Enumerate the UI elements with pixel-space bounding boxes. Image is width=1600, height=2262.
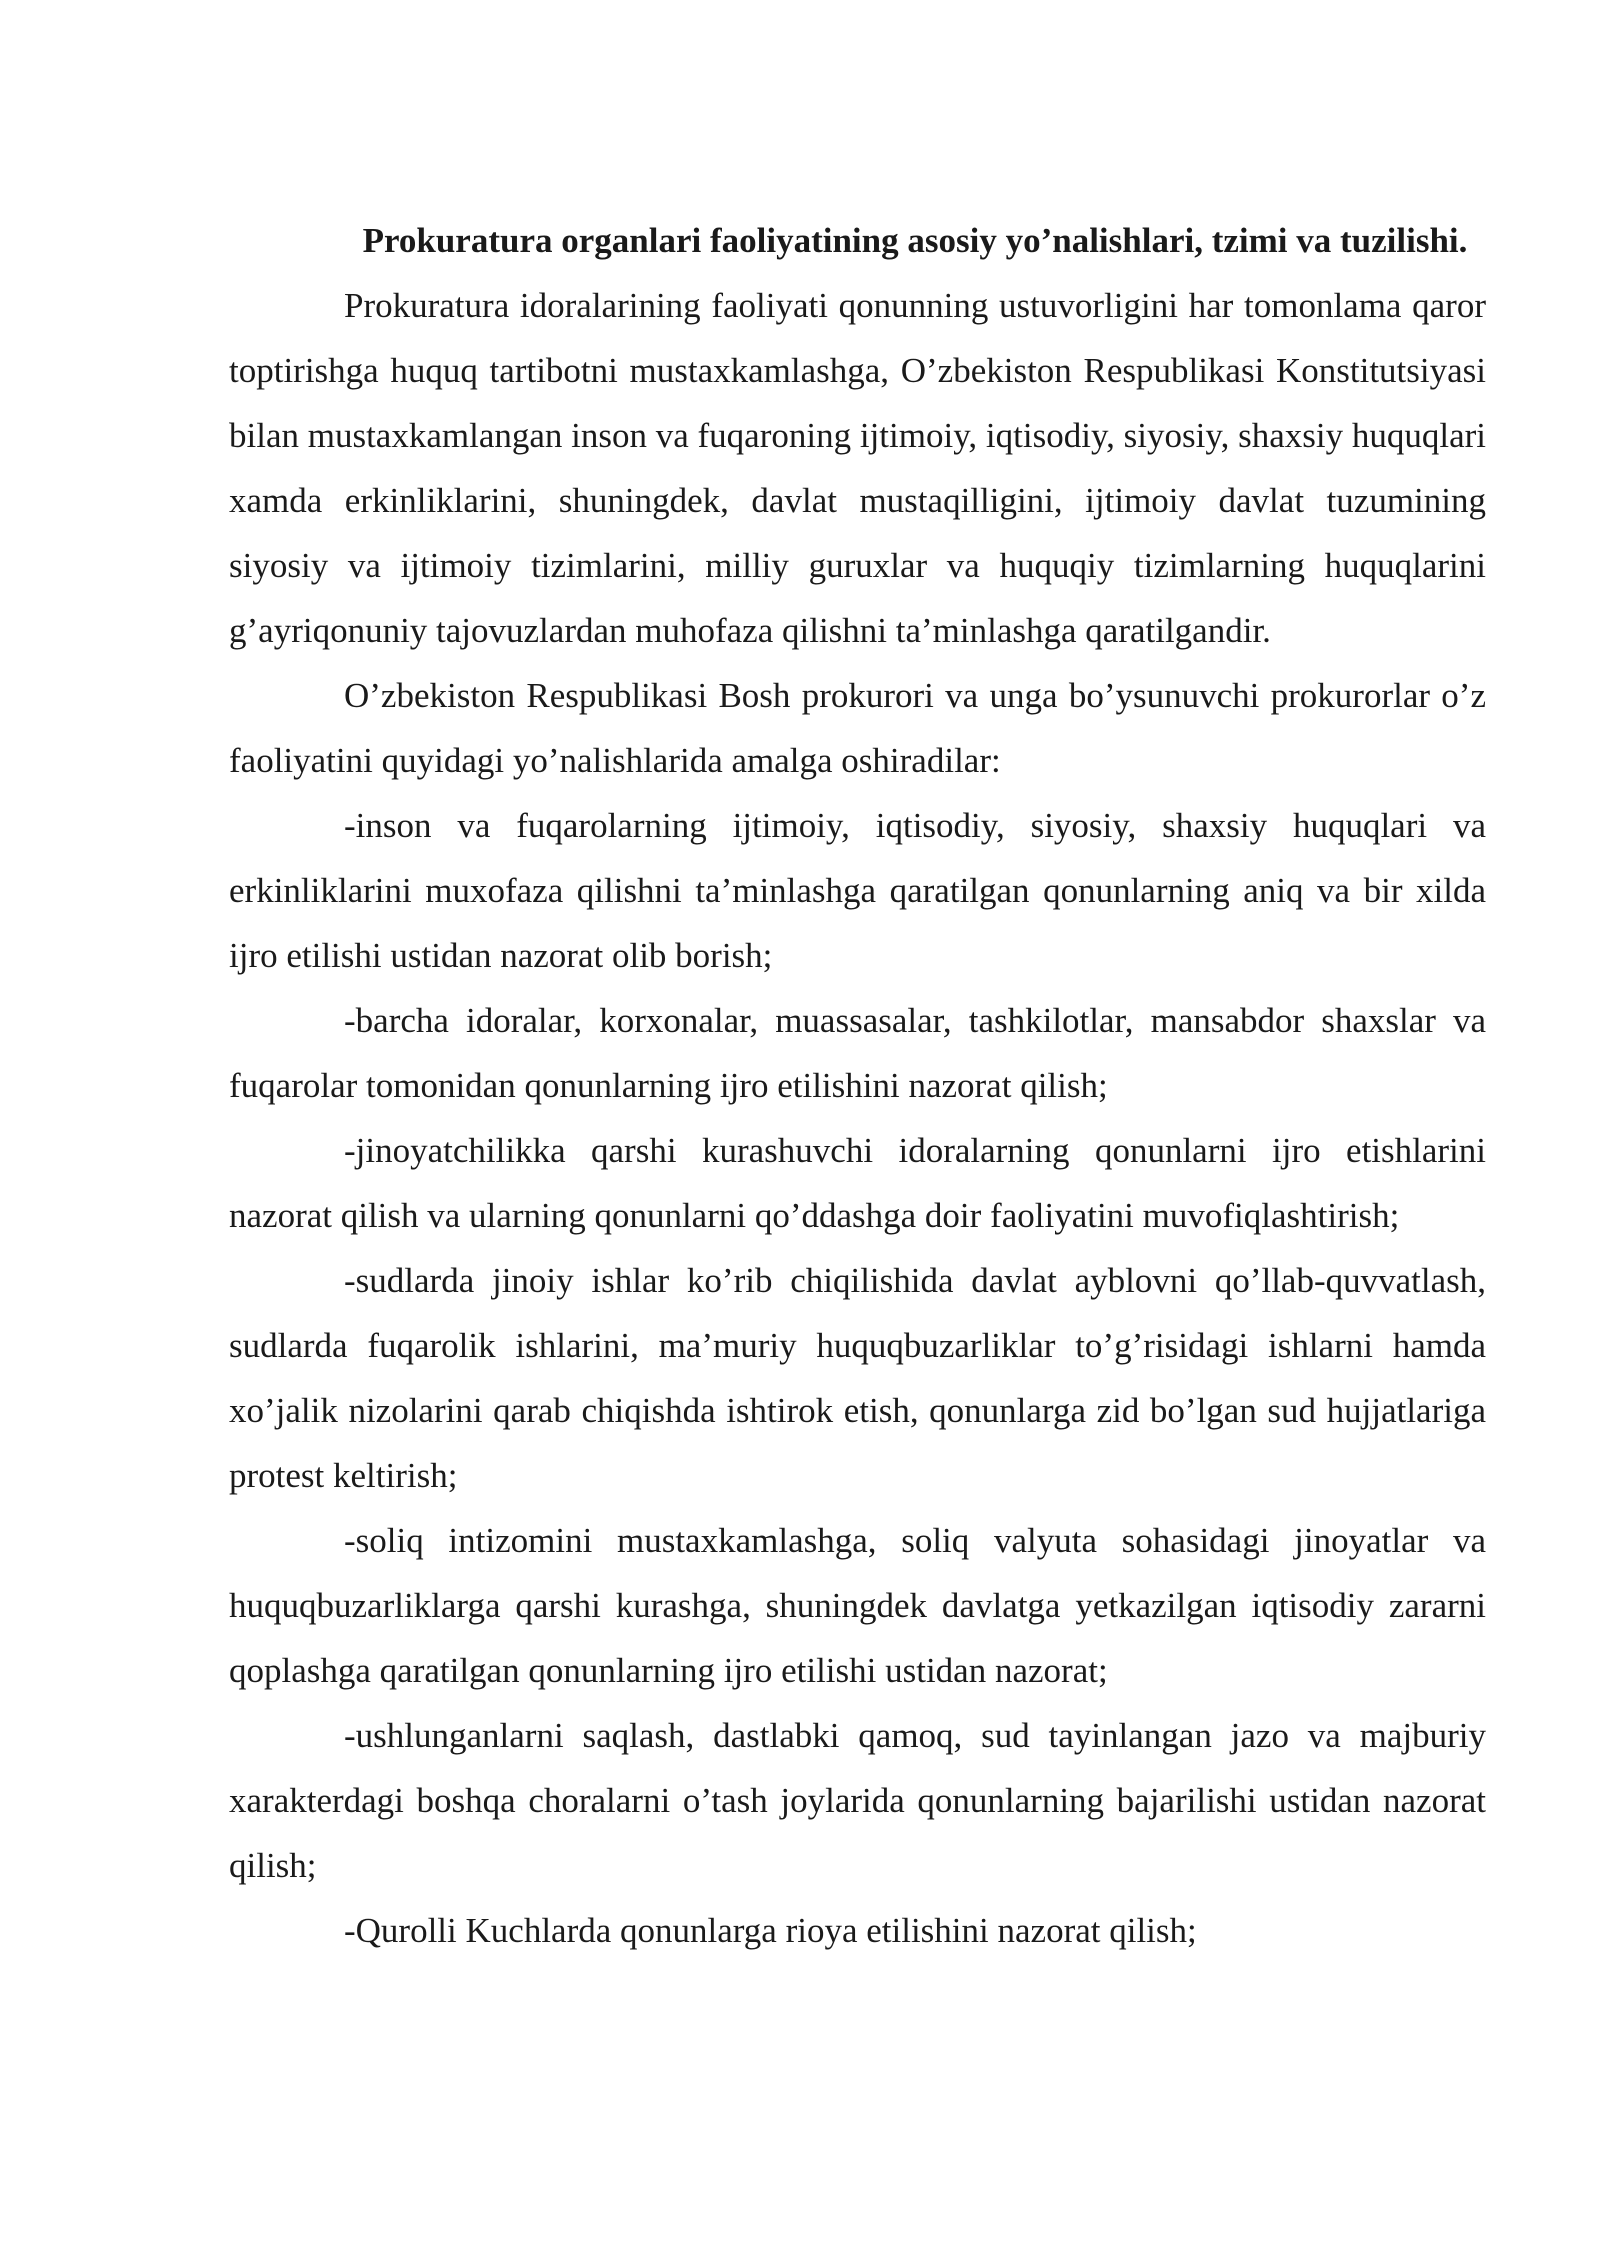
list-item-courts: -sudlarda jinoiy ishlar ko’rib chiqilishida davlat ayblovni qo’llab-quvvatlash, sudlarda fuqarolik ishlarini, ma’muriy huquqbuzarliklar to’g’risidagi ishlarni hamda xo’jalik nizolarini qarab chiqishda ishtirok etish, qonunlarga zid bo’lgan sud hujjatlariga protest keltirish; [229,1261,1486,1495]
list-item-crime-fighting-bodies: -jinoyatchilikka qarshi kurashuvchi idoralarning qonunlarni ijro etishlarini nazorat qilish va ularning qonunlarni qo’ddashga doir faoliyatini muvofiqlashtirish; [229,1131,1486,1235]
list-item-detention-places: -ushlunganlarni saqlash, dastlabki qamoq, sud tayinlangan jazo va majburiy xarakterdagi boshqa choralarni o’tash joylarida qonunlarning bajarilishi ustidan nazorat qilish; [229,1716,1486,1885]
document-title: Prokuratura organlari faoliyatining asosiy yo’nalishlari, tzimi va tuzilishi. [362,221,1468,260]
list-item-law-execution: -barcha idoralar, korxonalar, muassasalar, tashkilotlar, mansabdor shaxslar va fuqarolar tomonidan qonunlarning ijro etilishini nazorat qilish; [229,1001,1486,1105]
document-body [229,208,1486,1963]
paragraph-intro: Prokuratura idoralarining faoliyati qonunning ustuvorligini har tomonlama qaror toptirishga huquq tartibotni mustaxkamlashga, O’zbekiston Respublikasi Konstitutsiyasi bilan mustaxkamlangan inson va fuqaroning ijtimoiy, iqtisodiy, siyosiy, shaxsiy huquqlari xamda erkinliklarini, shuningdek, davlat mustaqilligini, ijtimoiy davlat tuzumining siyosiy va ijtimoiy tizimlarini, milliy guruxlar va huquqiy tizimlarning huquqlarini g’ayriqonuniy tajovuzlardan muhofaza qilishni ta’minlashga qaratilgandir. [229,286,1486,650]
list-item-tax-discipline: -soliq intizomini mustaxkamlashga, soliq valyuta sohasidagi jinoyatlar va huquqbuzarliklarga qarshi kurashga, shuningdek davlatga yetkazilgan iqtisodiy zararni qoplashga qaratilgan qonunlarning ijro etilishi ustidan nazorat; [229,1521,1486,1690]
list-item-armed-forces: -Qurolli Kuchlarda qonunlarga rioya etilishini nazorat qilish; [344,1911,1197,1950]
paragraph-directions-lead: O’zbekiston Respublikasi Bosh prokurori va unga bo’ysunuvchi prokurorlar o’z faoliyatini quyidagi yo’nalishlarida amalga oshiradilar: [229,676,1486,780]
list-item-human-rights: -inson va fuqarolarning ijtimoiy, iqtisodiy, siyosiy, shaxsiy huquqlari va erkinliklarini muxofaza qilishni ta’minlashga qaratilgan qonunlarning aniq va bir xilda ijro etilishi ustidan nazorat olib borish; [229,806,1486,975]
